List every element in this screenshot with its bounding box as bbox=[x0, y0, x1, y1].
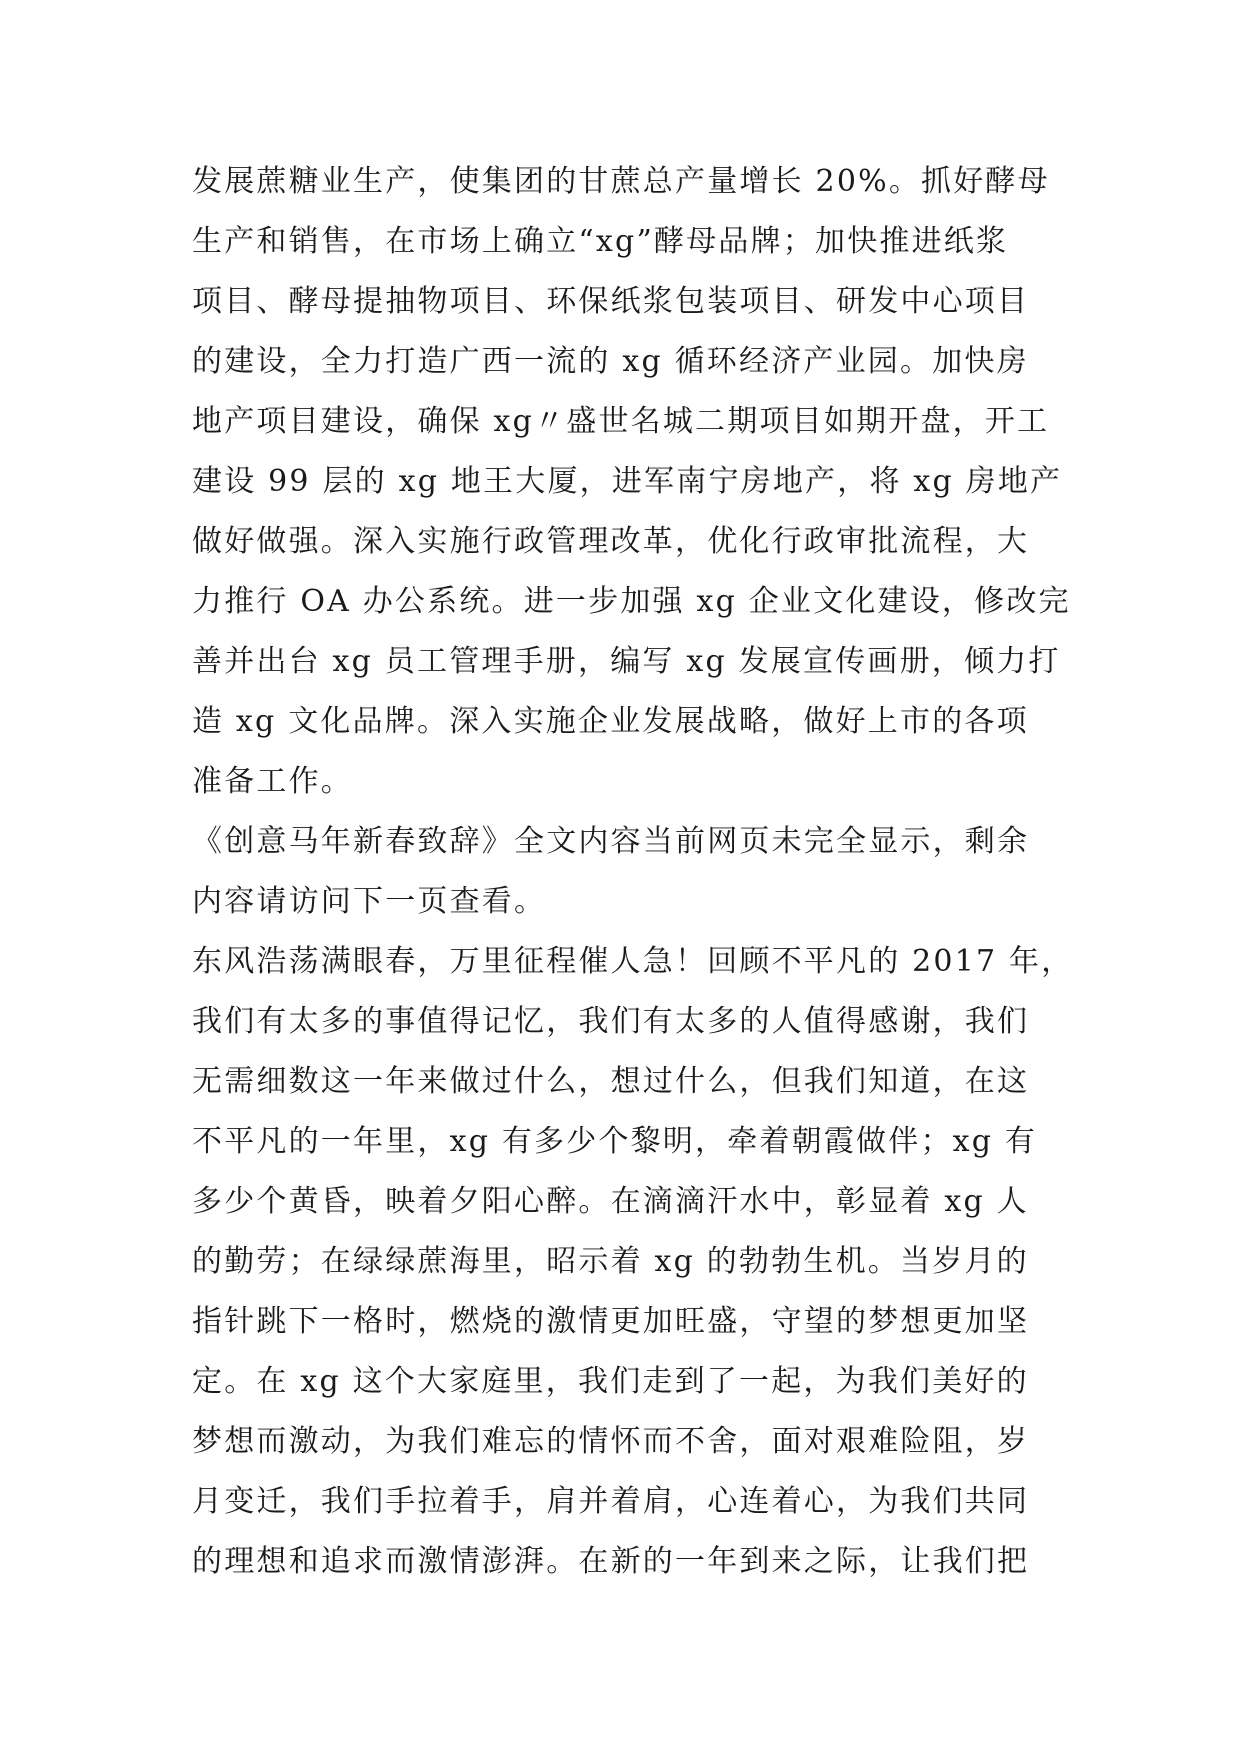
text-line: 地产项目建设，确保 xg〃盛世名城二期项目如期开盘，开工 bbox=[192, 404, 1050, 439]
text-line: 多少个黄昏，映着夕阳心醉。在滴滴汗水中，彰显着 xg 人 bbox=[192, 1184, 1029, 1219]
paragraph-plan-summary bbox=[192, 152, 1072, 812]
text-line: 的建设，全力打造广西一流的 xg 循环经济产业园。加快房 bbox=[192, 344, 1029, 379]
text-line: 月变迁，我们手拉着手，肩并着肩，心连着心，为我们共同 bbox=[192, 1484, 1030, 1519]
paragraph-continuation-notice bbox=[192, 812, 1072, 932]
document-body bbox=[192, 152, 1072, 1592]
text-line: 我们有太多的事值得记忆，我们有太多的人值得感谢，我们 bbox=[192, 1004, 1030, 1039]
text-line: 做好做强。深入实施行政管理改革，优化行政审批流程，大 bbox=[192, 524, 1030, 559]
text-line: 建设 99 层的 xg 地王大厦，进军南宁房地产，将 xg 房地产 bbox=[192, 464, 1063, 499]
text-line: 梦想而激动，为我们难忘的情怀而不舍，面对艰难险阻，岁 bbox=[192, 1424, 1030, 1459]
text-line: 项目、酵母提抽物项目、环保纸浆包装项目、研发中心项目 bbox=[192, 284, 1030, 319]
text-line: 无需细数这一年来做过什么，想过什么，但我们知道，在这 bbox=[192, 1064, 1030, 1099]
text-line: 生产和销售，在市场上确立“xg”酵母品牌；加快推进纸浆 bbox=[192, 224, 1009, 259]
text-line: 东风浩荡满眼春，万里征程催人急！回顾不平凡的 2017 年， bbox=[192, 944, 1074, 979]
text-line: 的勤劳；在绿绿蔗海里，昭示着 xg 的勃勃生机。当岁月的 bbox=[192, 1244, 1029, 1279]
text-line: 准备工作。 bbox=[192, 764, 353, 799]
text-line: 定。在 xg 这个大家庭里，我们走到了一起，为我们美好的 bbox=[192, 1364, 1029, 1399]
text-line: 力推行 OA 办公系统。进一步加强 xg 企业文化建设，修改完 bbox=[192, 584, 1071, 619]
text-line: 善并出台 xg 员工管理手册，编写 xg 发展宣传画册，倾力打 bbox=[192, 644, 1061, 679]
text-line: 《创意马年新春致辞》全文内容当前网页未完全显示，剩余 bbox=[192, 824, 1030, 859]
text-line: 发展蔗糖业生产，使集团的甘蔗总产量增长 20%。抓好酵母 bbox=[192, 164, 1050, 199]
text-line: 指针跳下一格时，燃烧的激情更加旺盛，守望的梦想更加坚 bbox=[192, 1304, 1030, 1339]
paragraph-new-year-address bbox=[192, 932, 1072, 1592]
text-line: 内容请访问下一页查看。 bbox=[192, 884, 547, 919]
text-line: 的理想和追求而激情澎湃。在新的一年到来之际，让我们把 bbox=[192, 1544, 1030, 1579]
text-line: 不平凡的一年里，xg 有多少个黎明，牵着朝霞做伴；xg 有 bbox=[192, 1124, 1038, 1159]
text-line: 造 xg 文化品牌。深入实施企业发展战略，做好上市的各项 bbox=[192, 704, 1029, 739]
